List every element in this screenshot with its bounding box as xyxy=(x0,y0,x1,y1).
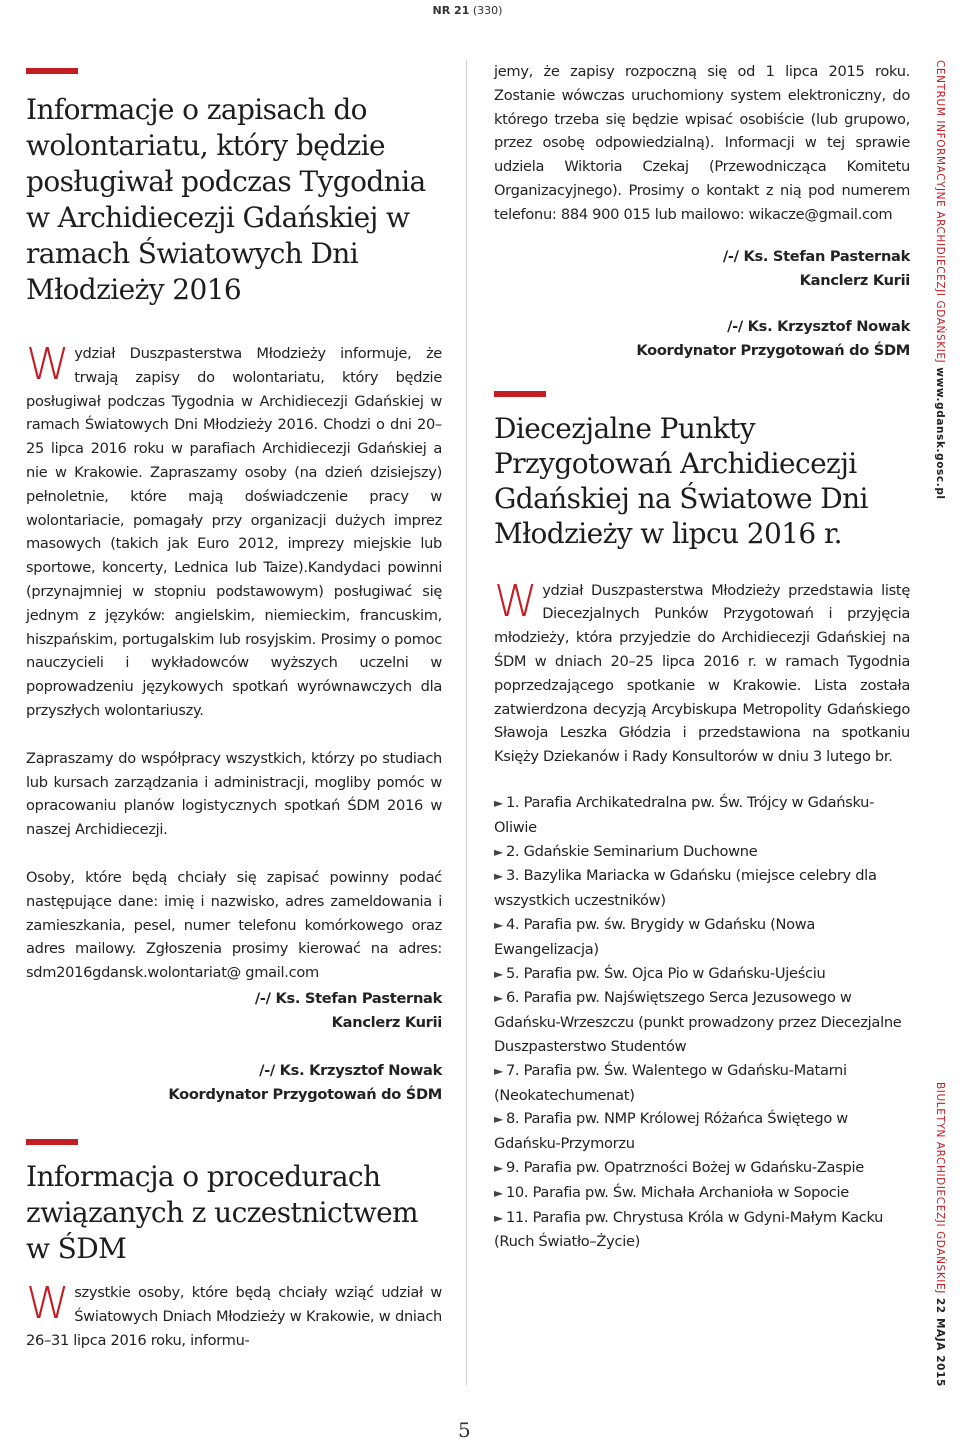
list-item xyxy=(494,864,910,913)
list-item xyxy=(494,840,910,865)
side-label-text: CENTRUM INFORMACYJNE ARCHIDIECEZJI GDAŃSKIEJ xyxy=(934,60,946,364)
list-item-text: 10. Parafia pw. Św. Michała Archanioła w Sopocie xyxy=(505,1183,849,1201)
side-label-text: BIULETYN ARCHIDIECEZJI GDAŃSKIEJ xyxy=(934,1082,946,1294)
left-column xyxy=(26,60,442,1352)
issue-count: (330) xyxy=(472,4,503,17)
article-paragraph: Osoby, które będą chciały się zapisać powinny podać następujące dane: imię i nazwisko, adres zameldowania i zamieszkania, pesel, numer telefonu komórkowego oraz adres mailowy. Zgłoszenia prosimy kierować na adres: sdm2016gdansk.wolontariat@ gmail.com xyxy=(26,868,442,982)
signature-name: /-/ Ks. Krzysztof Nowak xyxy=(727,317,910,335)
signature-role: Koordynator Przygotowań do ŚDM xyxy=(168,1085,442,1103)
column-divider xyxy=(466,60,467,1385)
side-label-top xyxy=(934,60,946,500)
paragraph-text: ydział Duszpasterstwa Młodzieży przedstawia listę Diecezjalnych Punków Przygotowań i przyjęcia młodzieży, która przyjedzie do Archidiecezji Gdańskiej na ŚDM w dniach 20–25 lipca 2016 r. w ramach Tygodnia poprzedzającego spotkanie w Krakowie. Lista została zatwierdzona decyzją Arcybiskupa Metropolity Gdańskiego Sławoja Leszka Głódzia i przedstawiona na spotkaniu Księży Dziekanów i Rady Konsultorów w dniu 3 lutego br. xyxy=(494,581,910,766)
list-item-text: 11. Parafia pw. Chrystusa Króla w Gdyni-Małym Kacku (Ruch Światło–Życie) xyxy=(494,1208,884,1251)
accent-bar xyxy=(494,391,546,397)
issue-number: NR 21 xyxy=(432,4,470,17)
list-item xyxy=(494,1107,910,1156)
page-number: 5 xyxy=(458,1418,471,1442)
article-title: Informacja o procedurach związanych z uczestnictwem w ŚDM xyxy=(26,1159,418,1265)
list-item-text: 4. Parafia pw. św. Brygidy w Gdańsku (Nowa Ewangelizacja) xyxy=(494,915,816,958)
list-item xyxy=(494,1181,910,1206)
side-label-bottom xyxy=(934,1082,946,1387)
paragraph-text: szystkie osoby, które będą chciały wziąć udział w Światowych Dniach Młodzieży w Krakowie, w dniach 26–31 lipca 2016 roku, informu- xyxy=(26,1283,442,1349)
list-item-text: 9. Parafia pw. Opatrzności Bożej w Gdańsku-Zaspie xyxy=(505,1158,864,1176)
accent-bar xyxy=(26,68,78,74)
signature-name: /-/ Ks. Stefan Pasternak xyxy=(722,247,910,265)
dropcap: W xyxy=(494,575,538,627)
list-item-text: 8. Parafia pw. NMP Królowej Różańca Świętego w Gdańsku-Przymorzu xyxy=(494,1110,848,1153)
list-item xyxy=(494,1059,910,1108)
list-item xyxy=(494,962,910,987)
signature-role: Kanclerz Kurii xyxy=(331,1013,442,1031)
list-item-text: 3. Bazylika Mariacka w Gdańsku (miejsce celebry dla wszystkich uczestników) xyxy=(494,867,877,910)
parish-list xyxy=(494,791,910,1254)
signature-name: /-/ Ks. Krzysztof Nowak xyxy=(259,1061,442,1079)
arrow-right-icon: ► xyxy=(494,991,503,1006)
list-item-text: 5. Parafia pw. Św. Ojca Pio w Gdańsku-Ujeściu xyxy=(505,964,826,982)
list-item-text: 7. Parafia pw. Św. Walentego w Gdańsku-Matarni (Neokatechumenat) xyxy=(494,1061,847,1104)
list-item-text: 6. Parafia pw. Najświętszego Serca Jezusowego w Gdańsku-Wrzeszczu (punkt prowadzony przez Diecezjalne Duszpasterstwo Studentów xyxy=(494,989,902,1055)
paragraph-text: ydział Duszpasterstwa Młodzieży informuje, że trwają zapisy do wolontariatu, który będzie posługiwał podczas Tygodnia w Archidiecezji Gdańskiej w ramach Światowych Dni Młodzieży 2016. Chodzi o dni 20–25 lipca 2016 roku w parafiach Archidiecezji Gdańskiej a nie w Krakowie. Zapraszamy osoby (na dzień dzisiejszy) pełnoletnie, które mają doświadczenie pracy w wolontariacie, pomagały przy organizacji dużych imprez masowych (takich jak Euro 2012, imprezy miejskie lub sportowe, koncerty, Lednica lub Taize).Kandydaci powinni (przynajmniej w stopniu podstawowym) posługiwać się jednym z języków: angielskim, niemieckim, francuskim, hiszpańskim, portugalskim lub rosyjskim. Prosimy o pomoc nauczycieli i wykładowców wyższych uczelni w poprowadzeniu językowych spotkań wyrównawczych dla przyszłych wolontariuszy. xyxy=(26,345,442,719)
list-item xyxy=(494,791,910,840)
list-item xyxy=(494,1156,910,1181)
arrow-right-icon: ► xyxy=(494,795,503,810)
article-paragraph xyxy=(26,1277,442,1352)
list-item xyxy=(494,913,910,962)
arrow-right-icon: ► xyxy=(494,1210,503,1225)
side-label-url[interactable]: www.gdansk.gosc.pl xyxy=(934,367,946,500)
arrow-right-icon: ► xyxy=(494,1063,503,1078)
list-item-text: 2. Gdańskie Seminarium Duchowne xyxy=(505,842,758,860)
arrow-right-icon: ► xyxy=(494,917,503,932)
arrow-right-icon: ► xyxy=(494,1160,503,1175)
arrow-right-icon: ► xyxy=(494,966,503,981)
article-title: Informacje o zapisach do wolontariatu, który będzie posługiwał podczas Tygodnia w Archidiecezji Gdańskiej w ramach Światowych Dni Młodzieży 2016 xyxy=(26,93,426,306)
list-item-text: 1. Parafia Archikatedralna pw. Św. Trójcy w Gdańsku-Oliwie xyxy=(494,793,875,836)
arrow-right-icon: ► xyxy=(494,844,503,859)
arrow-right-icon: ► xyxy=(494,869,503,884)
side-label-date: 22 MAJA 2015 xyxy=(934,1297,946,1387)
issue-header xyxy=(0,4,935,17)
list-item xyxy=(494,1206,910,1255)
dropcap: W xyxy=(26,1277,70,1329)
article-paragraph: Zapraszamy do współpracy wszystkich, którzy po studiach lub kursach zarządzania i administracji, mogliby pomóc w opracowaniu planów logistycznych spotkań ŚDM 2016 w naszej Archidiecezji. xyxy=(26,749,442,839)
article-paragraph: jemy, że zapisy rozpoczną się od 1 lipca 2015 roku. Zostanie wówczas uruchomiony system elektroniczny, do którego trzeba się będzie wpisać osobiście (lub grupowo, przez osobę odpowiedzialną). Informacji w tej sprawie udziela Wiktoria Czekaj (Przewodnicząca Komitetu Organizacyjnego). Prosimy o kontakt z nią pod numerem telefonu: 884 900 015 lub mailowo: wikacze@gmail.com xyxy=(494,63,910,223)
right-column xyxy=(494,60,910,1254)
list-item xyxy=(494,986,910,1058)
arrow-right-icon: ► xyxy=(494,1112,503,1127)
arrow-right-icon: ► xyxy=(494,1185,503,1200)
signature-role: Kanclerz Kurii xyxy=(799,271,910,289)
accent-bar xyxy=(26,1139,78,1145)
signature-role: Koordynator Przygotowań do ŚDM xyxy=(636,341,910,359)
signature-name: /-/ Ks. Stefan Pasternak xyxy=(254,989,442,1007)
dropcap: W xyxy=(26,339,70,390)
article-paragraph xyxy=(26,339,442,723)
article-title: Diecezjalne Punkty Przygotowań Archidiecezji Gdańskiej na Światowe Dni Młodzieży w lipcu 2016 r. xyxy=(494,411,868,550)
article-paragraph xyxy=(494,575,910,769)
